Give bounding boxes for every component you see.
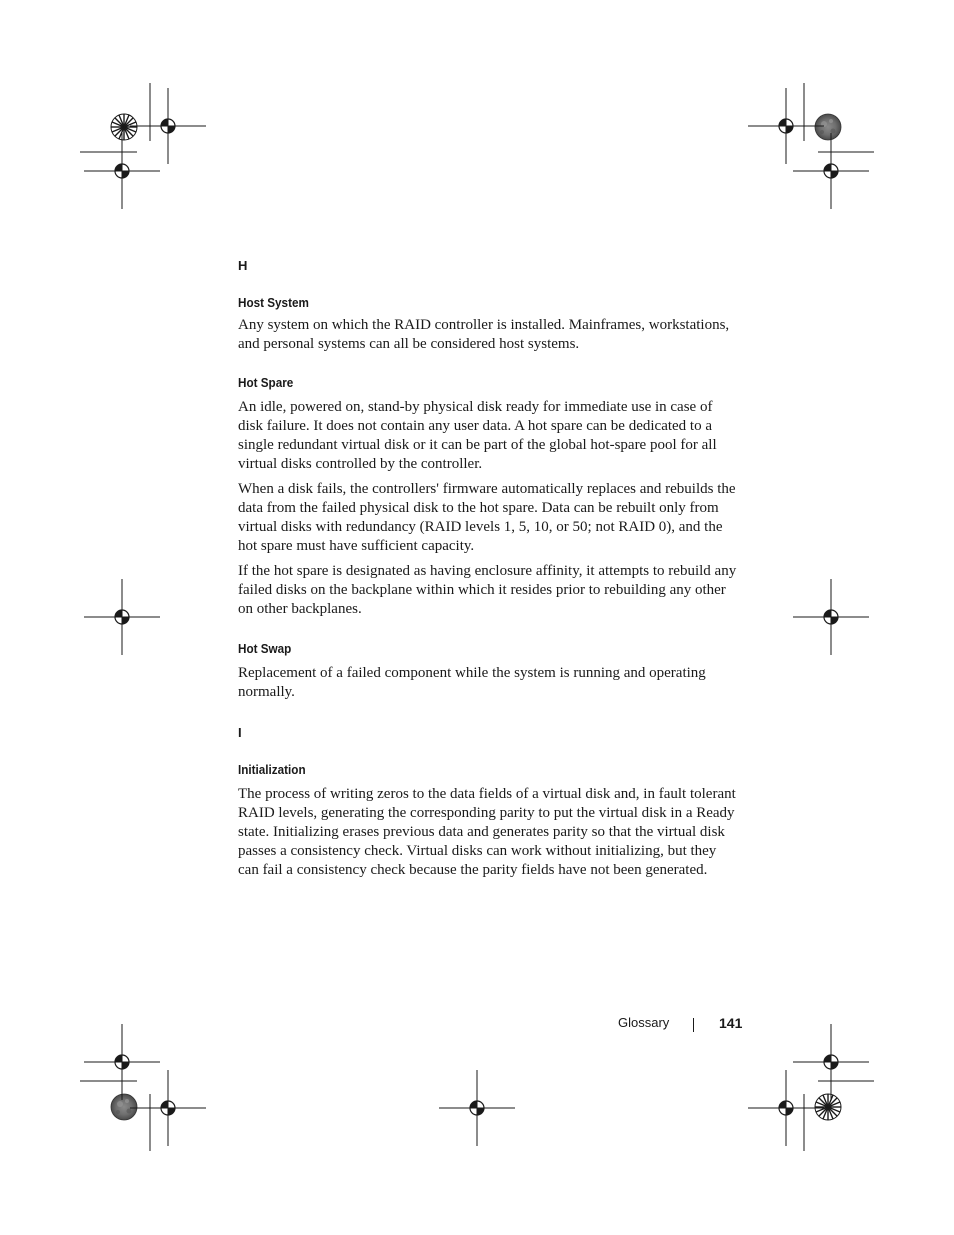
color-calibration-dot-icon: [111, 1094, 137, 1120]
section-letter: H: [238, 258, 248, 273]
definition-paragraph: If the hot spare is designated as having enclosure affinity, it attempts to rebuild any failed disks on the backplane within which it resides prior to rebuilding any other on other backplanes.: [238, 563, 737, 617]
definition-paragraph: Any system on which the RAID controller is installed. Mainframes, workstations, and personal systems can all be considered host systems.: [238, 317, 730, 352]
footer-section-label: Glossary: [618, 1015, 670, 1030]
registration-target-icon: [793, 1024, 869, 1100]
registration-target-icon: [748, 1070, 824, 1146]
registration-target-icon: [130, 88, 206, 164]
registration-target-icon: [793, 133, 869, 209]
registration-target-icon: [439, 1070, 515, 1146]
registration-target-icon: [84, 579, 160, 655]
glossary-term: Hot Spare: [238, 375, 294, 390]
color-calibration-dot-icon: [815, 114, 841, 140]
registration-target-icon: [748, 88, 824, 164]
page-number: 141: [719, 1015, 743, 1031]
definition-paragraph: When a disk fails, the controllers' firmware automatically replaces and rebuilds the data from the failed physical disk to the hot spare. Data can be rebuilt only from virtual disks with redundancy (RAID levels 1, 5, 10, or 50; not RAID 0), and the hot spare must have sufficient capacity.: [238, 481, 736, 554]
glossary-content: [238, 258, 738, 880]
definition-paragraph: Replacement of a failed component while the system is running and operating normally.: [238, 665, 706, 700]
color-calibration-dot-icon: [111, 114, 137, 140]
footer-divider: [693, 1018, 694, 1032]
registration-target-icon: [84, 133, 160, 209]
glossary-term: Initialization: [238, 762, 306, 777]
section-letter: I: [238, 725, 242, 740]
color-calibration-dot-icon: [815, 1094, 841, 1120]
registration-target-icon: [130, 1070, 206, 1146]
registration-target-icon: [84, 1024, 160, 1100]
definition-paragraph: An idle, powered on, stand-by physical disk ready for immediate use in case of disk failure. It does not contain any user data. A hot spare can be dedicated to a single redundant virtual disk or it can be part of the global hot-spare pool for all virtual disks controlled by the controller.: [238, 399, 717, 472]
glossary-term: Host System: [238, 295, 309, 310]
registration-target-icon: [793, 579, 869, 655]
glossary-term: Hot Swap: [238, 641, 292, 656]
definition-paragraph: The process of writing zeros to the data fields of a virtual disk and, in fault tolerant RAID levels, generating the corresponding parity to put the virtual disk in a Ready state. Initializing erases previous data and generates parity so that the virtual disk passes a consistency check. Virtual disks can work without initializing, but they can fail a consistency check because the parity fields have not been generated.: [238, 786, 736, 878]
